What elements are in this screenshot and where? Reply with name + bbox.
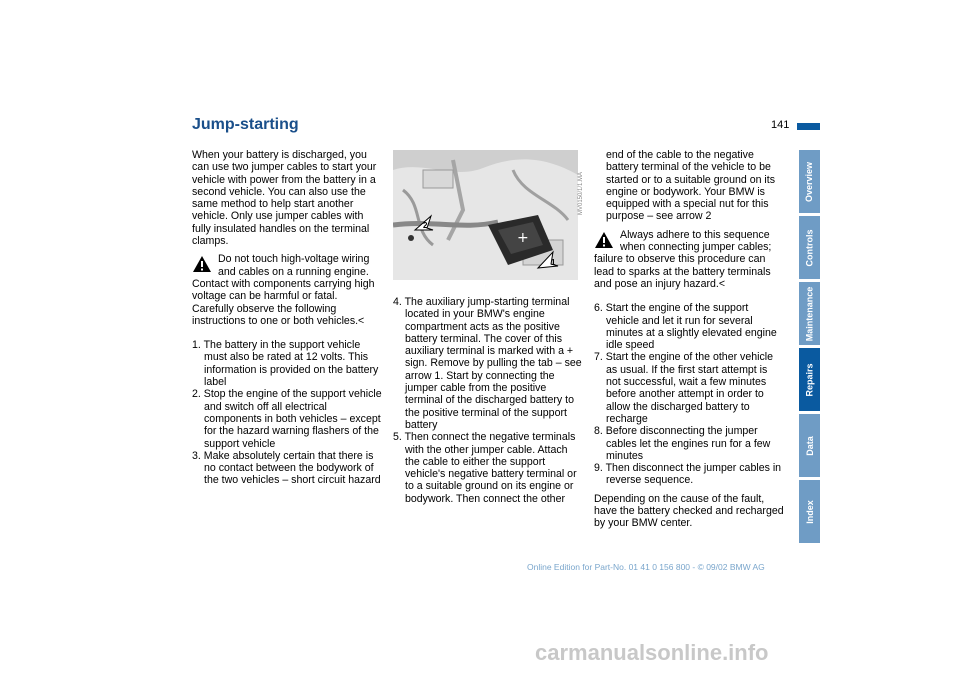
- tab-overview[interactable]: Overview: [799, 150, 820, 213]
- warning-block-2: [594, 229, 784, 290]
- warning-text-first: Do not touch high-voltage wiring and cables on a running engine.: [218, 253, 370, 278]
- engine-compartment-figure: [393, 150, 578, 280]
- figure-marker-1: 1: [551, 258, 556, 267]
- tab-data[interactable]: Data: [799, 414, 820, 477]
- tab-controls[interactable]: Controls: [799, 216, 820, 279]
- step-9: 9. Then disconnect the jumper cables in reverse sequence.: [594, 462, 782, 487]
- step-6: 6. Start the engine of the support vehicle and let it run for several minutes at a slightly elevated engine idle speed: [594, 302, 777, 352]
- closing-paragraph: Depending on the cause of the fault, have the battery checked and recharged by your BMW center.: [594, 492, 784, 530]
- column-3: [594, 149, 784, 530]
- column-2: [393, 296, 583, 505]
- step-8: 8. Before disconnecting the jumper cables let the engines run for a few minutes: [594, 425, 771, 462]
- step-3: 3. Make absolutely certain that there is no contact between the bodywork of the two vehicles – short circuit hazard: [192, 449, 381, 487]
- warning-text-rest: Contact with components carrying high voltage can be harmful or fatal. Carefully observe the following instructions to one or both vehicles.<: [192, 277, 375, 327]
- step-5-continued: end of the cable to the negative battery terminal of the vehicle to be started or to a suitable ground on its engine or bodywork. Your BMW is equipped with a special nut for this purpose – see arrow 2: [606, 149, 776, 223]
- tab-maintenance[interactable]: Maintenance: [799, 282, 820, 345]
- tab-index[interactable]: Index: [799, 480, 820, 543]
- page-number-bar: [797, 123, 820, 130]
- step-5: 5. Then connect the negative terminals with the other jumper cable. Attach the cable to either the support vehicle's negative battery terminal or to a suitable ground on its engine or bodywork. Then connect the other: [393, 431, 577, 505]
- warning-triangle-icon: [192, 255, 212, 273]
- page-title: Jump-starting: [192, 116, 299, 133]
- figure-marker-2: 2: [423, 221, 428, 230]
- watermark: carmanualsonline.info: [535, 640, 769, 665]
- figure-code: MV0150/1/1.MA: [578, 171, 584, 215]
- step-7: 7. Start the engine of the other vehicle as usual. If the first start attempt is not successful, wait a few minutes before another attempt in order to allow the discharged battery to recharge: [594, 351, 774, 425]
- warning-triangle-icon: [594, 231, 614, 249]
- column-1: [192, 149, 382, 487]
- warning-text-rest: failure to observe this procedure can lead to sparks at the battery terminals and pose an injury hazard.<: [594, 253, 771, 290]
- page-number: 141: [771, 119, 790, 131]
- svg-text:+: +: [517, 230, 529, 246]
- warning-text-first: Always adhere to this sequence when connecting jumper cables;: [620, 228, 772, 254]
- tab-repairs[interactable]: Repairs: [799, 348, 820, 411]
- step-1: 1. The battery in the support vehicle must also be rated at 12 volts. This information is provided on the battery label: [192, 339, 379, 389]
- footer-edition-note: Online Edition for Part-No. 01 41 0 156 800 - © 09/02 BMW AG: [527, 562, 765, 572]
- warning-block: [192, 253, 382, 327]
- step-2: 2. Stop the engine of the support vehicle and switch off all electrical components in both vehicles – except for the hazard warning flashers of the support vehicle: [192, 388, 382, 450]
- step-4: 4. The auxiliary jump-starting terminal located in your BMW's engine compartment acts as the positive battery terminal. The cover of this auxiliary terminal is marked with a + sign. Remove by pulling the tab – see arrow 1. Start by connecting the jumper cable from the positive terminal of the discharged battery to the positive terminal of the support battery: [393, 296, 582, 431]
- intro-paragraph: When your battery is discharged, you can use two jumper cables to start your vehicle with power from the battery in a second vehicle. You can also use the same method to help start another vehicle. Only use jumper cables with fully insulated handles on the terminal clamps.: [192, 149, 377, 248]
